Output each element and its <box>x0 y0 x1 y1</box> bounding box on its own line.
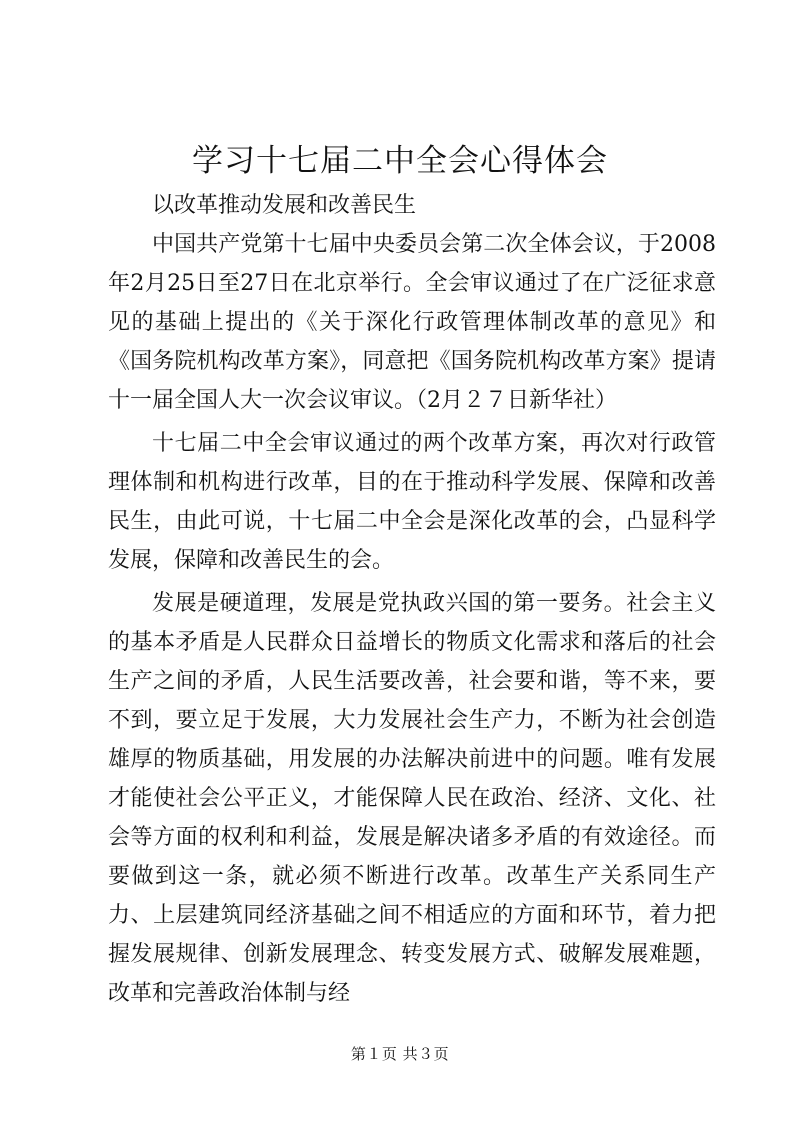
paragraph-1: 中国共产党第十七届中央委员会第二次全体会议，于2008年2月25日至27日在北京举行。全会审议通过了在广泛征求意见的基础上提出的《关于深化行政管理体制改革的意见》和《国务院机构改革方案》，同意把《国务院机构改革方案》提请十一届全国人大一次会议审议。（2月２７日新华社） <box>108 232 716 413</box>
document-title: 学习十七届二中全会心得体会 <box>192 143 608 179</box>
subtitle-paragraph: 以改革推动发展和改善民生 <box>152 193 417 218</box>
paragraph-3: 发展是硬道理，发展是党执政兴国的第一要务。社会主义的基本矛盾是人民群众日益增长的物质文化需求和落后的社会生产之间的矛盾，人民生活要改善，社会要和谐，等不来，要不到，要立足于发展，大力发展社会生产力，不断为社会创造雄厚的物质基础，用发展的办法解决前进中的问题。唯有发展才能使社会公平正义，才能保障人民在政治、经济、文化、社会等方面的权利和利益，发展是解决诸多矛盾的有效途径。而要做到这一条，就必须不断进行改革。改革生产关系同生产力、上层建筑同经济基础之间不相适应的方面和环节，着力把握发展规律、创新发展理念、转变发展方式、破解发展难题，改革和完善政治体制与经 <box>108 591 716 1006</box>
document-body <box>108 186 716 1013</box>
page-number-footer: 第１页 共３页 <box>350 1045 450 1063</box>
paragraph-2: 十七届二中全会审议通过的两个改革方案，再次对行政管理体制和机构进行改革，目的在于推动科学发展、保障和改善民生，由此可说，十七届二中全会是深化改革的会，凸显科学发展，保障和改善民生的会。 <box>108 431 716 573</box>
